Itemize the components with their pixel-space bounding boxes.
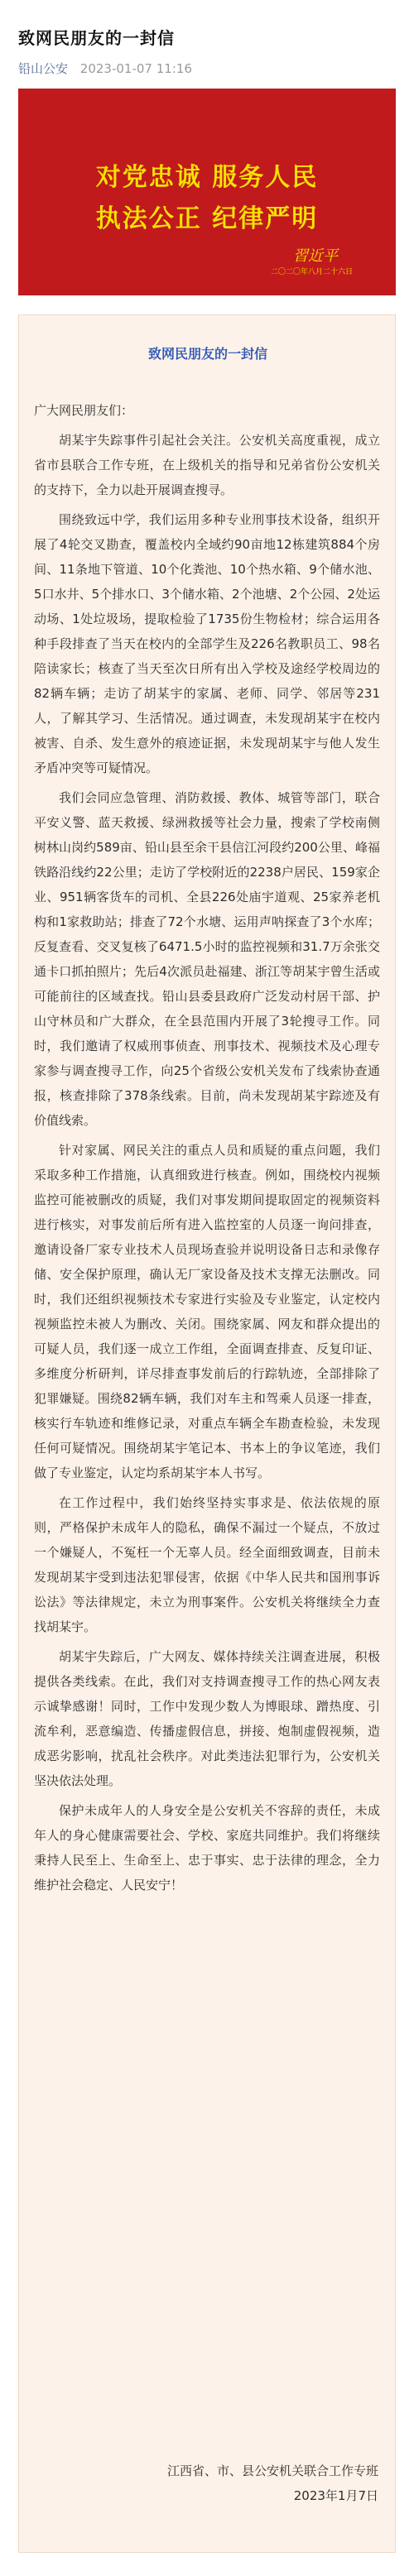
- letter-paragraph: 针对家属、网民关注的重点人员和质疑的重点问题，我们采取多种工作措施，认真细致进行核查。例如，围绕校内视频监控可能被删改的质疑，我们对事发期间提取固定的视频资料进行核实，对事发前后所有进入监控室的人员逐一询问排查，邀请设备厂家专业技术人员现场查验并说明设备日志和录像存储、安全保护原理，确认无厂家设备及技术支撑无法删改。同时，我们还组织视频技术专家进行实验及专业鉴定，认定校内视频监控未被人为删改、关闭。围绕家属、网友和群众提出的可疑人员，我们逐一成立工作组，全面调查排查、反复印证、多维度分析研判，详尽排查事发前后的行踪轨迹，全部排除了犯罪嫌疑。围绕82辆车辆，我们对车主和驾乘人员逐一排查，核实行车轨迹和维修记录，对重点车辆全车勘查检验，未发现任何可疑情况。围绕胡某宇笔记本、书本上的争议笔迹，我们做了专业鉴定，认定均系胡某宇本人书写。: [34, 1143, 380, 1480]
- slogan-banner: [18, 89, 396, 295]
- letter-title: 致网民朋友的一封信: [147, 346, 267, 362]
- letter-paragraph: 我们会同应急管理、消防救援、教体、城管等部门，联合平安义警、蓝天救援、绿洲救援等社会力量，搜索了学校南侧树林山岗约589亩、铅山县至余干县信江河段约200公里、峰福铁路沿线约22公里；走访了学校附近的2238户居民、159家企业、951辆客货车的司机、全县226处庙宇道观、25家养老机构和1家救助站；排查了72个水塘、运用声呐探查了3个水库；反复查看、交叉复核了6471.5小时的监控视频和31.7万余张交通卡口抓拍照片；先后4次派员赴福建、浙江等胡某宇曾生活或可能前往的区域查找。铅山县委县政府广泛发动村居干部、护山守林员和广大群众，在全县范围内开展了3轮搜寻工作。同时，我们邀请了权威刑事侦查、刑事技术、视频技术及心理专家参与调查搜寻工作，向25个省级公安机关发布了线索协查通报，核查排除了378条线索。目前，尚未发现胡某宇踪迹及有价值线索。: [34, 790, 380, 1128]
- letter-greeting: 广大网民朋友们：: [34, 403, 134, 418]
- letter-sign-date: 2023年1月7日: [293, 2488, 378, 2503]
- article-meta: [18, 60, 192, 77]
- article-title: 致网民朋友的一封信: [18, 28, 175, 48]
- letter-body: [34, 398, 380, 1902]
- letter-signature-block: [167, 2458, 378, 2508]
- banner-signature: 習近平: [293, 247, 338, 265]
- letter-signer: 江西省、市、县公安机关联合工作专班: [166, 2463, 378, 2478]
- publish-date: 2023-01-07 11:16: [79, 61, 192, 76]
- letter-paragraph: 保护未成年人的人身安全是公安机关不容辞的责任，未成年人的身心健康需要社会、学校、家庭共同维护。我们将继续秉持人民至上、生命至上、忠于事实、忠于法律的理念，全力维护社会稳定、人民安宁！: [34, 1803, 380, 1892]
- account-name-link[interactable]: 铅山公安: [18, 61, 69, 76]
- letter-card: [18, 314, 396, 2553]
- banner-slogan-line1: 对党忠诚 服务人民: [95, 163, 319, 192]
- letter-paragraph: 在工作过程中，我们始终坚持实事求是、依法依规的原则，严格保护未成年人的隐私，确保不漏过一个疑点，不放过一个嫌疑人，不冤枉一个无辜人员。经全面细致调查，目前未发现胡某宇受到违法犯罪侵害，依据《中华人民共和国刑事诉讼法》等法律规定，未立为刑事案件。公安机关将继续全力查找胡某宇。: [34, 1495, 380, 1634]
- letter-paragraph: 胡某宇失踪后，广大网友、媒体持续关注调查进展，积极提供各类线索。在此，我们对支持调查搜寻工作的热心网友表示诚挚感谢！同时，工作中发现少数人为博眼球、蹭热度、引流牟利，恶意编造、传播虚假信息，拼接、炮制虚假视频，造成恶劣影响，扰乱社会秩序。对此类违法犯罪行为，公安机关坚决依法处理。: [34, 1649, 380, 1788]
- letter-paragraph: 胡某宇失踪事件引起社会关注。公安机关高度重视，成立省市县联合工作专班，在上级机关的指导和兄弟省份公安机关的支持下，全力以赴开展调查搜寻。: [34, 433, 380, 497]
- banner-slogan-line2: 执法公正 纪律严明: [95, 204, 319, 233]
- banner-signature-date: 二〇二〇年八月二十六日: [270, 268, 353, 276]
- letter-paragraph: 围绕致远中学，我们运用多种专业刑事技术设备，组织开展了4轮交叉勘查，覆盖校内全域约90亩地12栋建筑884个房间、11条地下管道、10个化粪池、10个热水箱、9个储水池、5口水井、5个排水口、3个储水箱、2个池塘、2个公园、2处运动场、1处垃圾场，提取检验了1735份生物检材；综合运用各种手段排查了当天在校内的全部学生及226名教职员工、98名陪读家长；核查了当天至次日所有出入学校及途经学校周边的82辆车辆；走访了胡某宇的家属、老师、同学、邻居等231人，了解其学习、生活情况。通过调查，未发现胡某宇在校内被害、自杀、发生意外的痕迹证据，未发现胡某宇与他人发生矛盾冲突等可疑情况。: [34, 512, 380, 775]
